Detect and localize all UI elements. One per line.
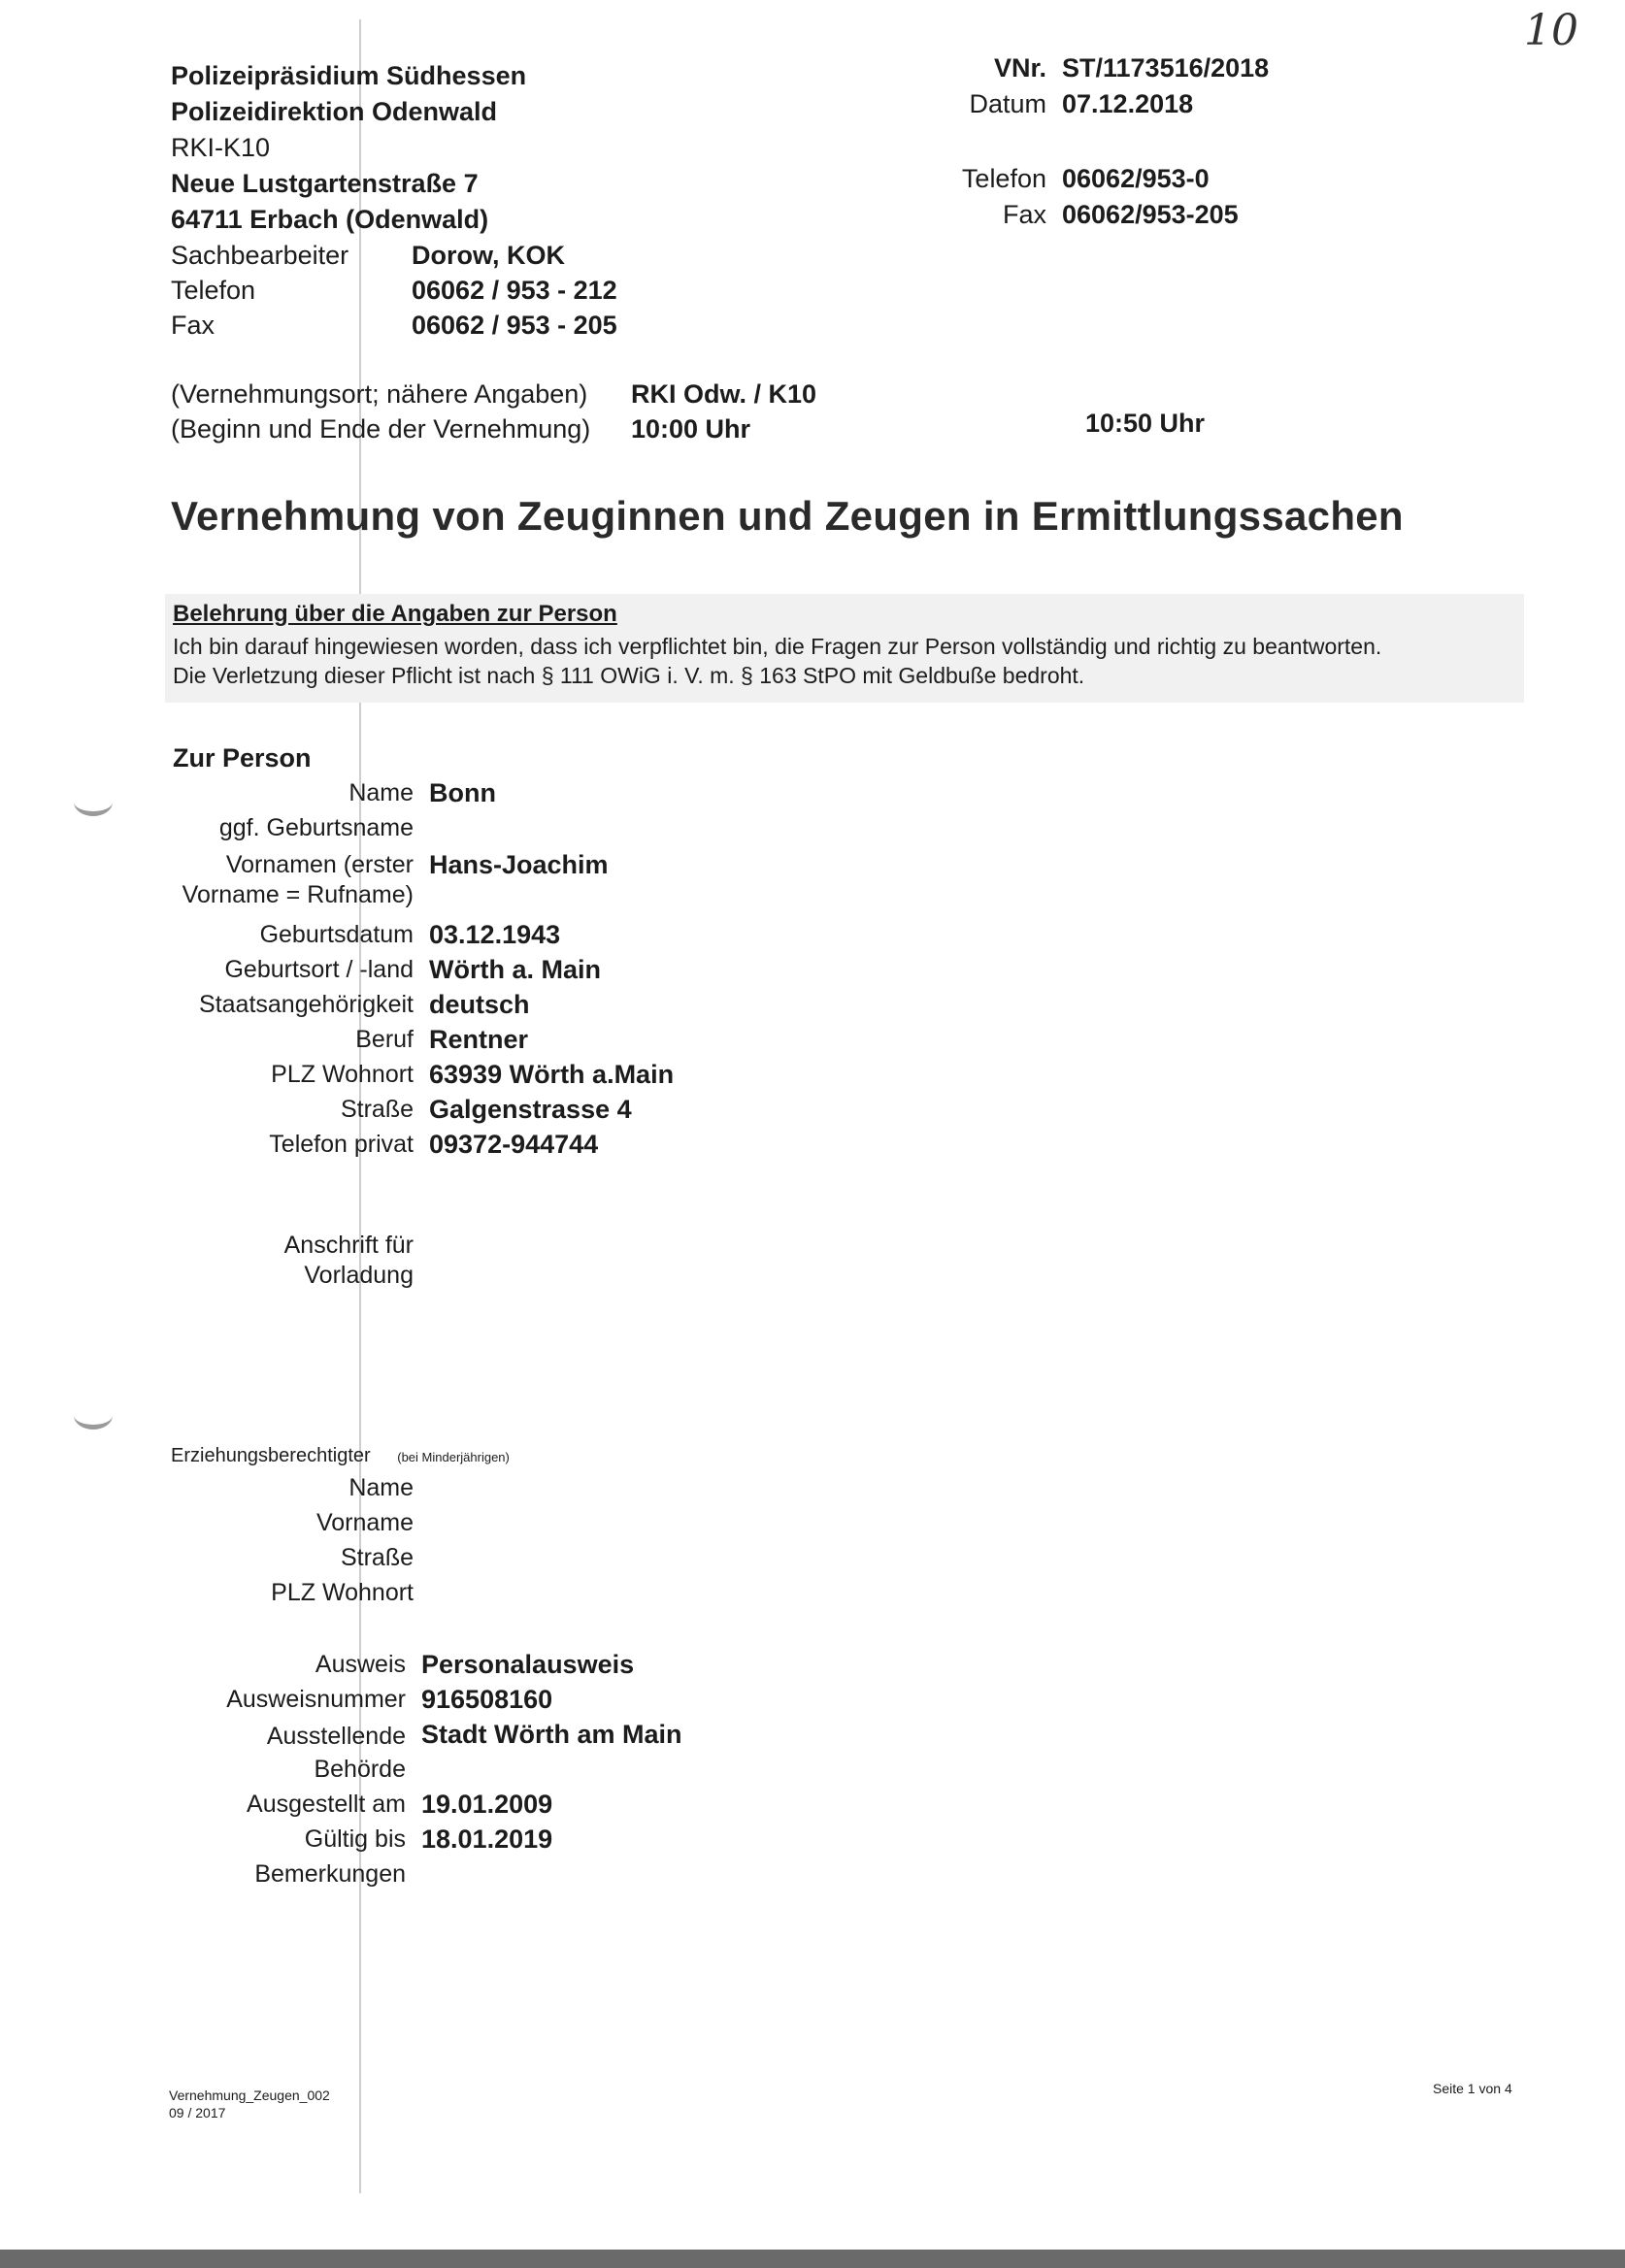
- case-info-block: [903, 50, 1310, 233]
- vornamen-row: [126, 846, 1291, 920]
- ausgestellt-row: [118, 1790, 1283, 1824]
- contact-label: Fax: [171, 311, 216, 340]
- bemerkungen-row: [118, 1859, 1283, 1894]
- vornamen-label: Vornamen (erster Vorname = Rufname): [182, 851, 414, 908]
- datum-row: [903, 86, 1310, 122]
- geburtsdatum-label: Geburtsdatum: [259, 921, 414, 948]
- behoerde-value: Stadt Wörth am Main: [421, 1720, 682, 1749]
- bemerkungen-label: Bemerkungen: [254, 1860, 406, 1888]
- guardian-strasse-label: Straße: [340, 1544, 414, 1571]
- behoerde-row: [118, 1720, 1283, 1790]
- punch-hole-mark: [74, 1401, 113, 1430]
- ausgestellt-value: 19.01.2009: [421, 1790, 553, 1819]
- name-row: [126, 778, 1291, 813]
- person-fields: [126, 778, 1291, 1165]
- contact-label: Telefon: [171, 276, 256, 305]
- start-time: 10:00 Uhr: [631, 414, 751, 444]
- anschrift-row: [126, 1231, 1291, 1291]
- guardian-fields: [126, 1473, 1291, 1613]
- ausweis-label: Ausweis: [315, 1651, 406, 1678]
- document-title: Vernehmung von Zeuginnen und Zeugen in Ermittlungssachen: [171, 493, 1404, 539]
- plz-value: 63939 Wörth a.Main: [429, 1060, 675, 1089]
- sender-block: [171, 58, 617, 343]
- guardian-strasse-row: [126, 1543, 1291, 1578]
- telefon-row: [903, 161, 1310, 197]
- datum-value: 07.12.2018: [1062, 89, 1194, 118]
- belehrung-text: [173, 632, 1381, 690]
- end-time: 10:50 Uhr: [1085, 409, 1206, 438]
- nummer-row: [118, 1685, 1283, 1720]
- name-label: Name: [348, 779, 414, 806]
- plz-label: PLZ Wohnort: [271, 1061, 414, 1088]
- strasse-value: Galgenstrasse 4: [429, 1095, 632, 1124]
- ausgestellt-label: Ausgestellt am: [247, 1791, 406, 1818]
- interrogation-block: [171, 377, 816, 446]
- agency-line: Neue Lustgartenstraße 7: [171, 169, 479, 198]
- telefon-value: 06062/953-0: [1062, 164, 1210, 193]
- datum-label: Datum: [969, 89, 1046, 118]
- page-indicator: Seite 1 von 4: [1433, 2081, 1512, 2096]
- guardian-name-label: Name: [348, 1474, 414, 1501]
- handwritten-page-number: 10: [1524, 6, 1578, 55]
- place-label: (Vernehmungsort; nähere Angaben): [171, 379, 588, 409]
- agency-line: Polizeidirektion Odenwald: [171, 97, 498, 126]
- time-row: [171, 411, 816, 446]
- guardian-vorname-label: Vorname: [315, 1509, 414, 1536]
- geburtsort-row: [126, 955, 1291, 990]
- birthname-row: [126, 813, 1291, 846]
- place-row: [171, 377, 816, 411]
- gueltig-label: Gültig bis: [304, 1825, 406, 1853]
- telefon-privat-value: 09372-944744: [429, 1130, 599, 1159]
- plz-row: [126, 1060, 1291, 1095]
- staat-value: deutsch: [429, 990, 530, 1019]
- form-footer: [169, 2087, 330, 2121]
- beruf-label: Beruf: [355, 1026, 414, 1053]
- form-date: 09 / 2017: [169, 2105, 226, 2120]
- nummer-value: 916508160: [421, 1685, 553, 1714]
- contact-value: Dorow, KOK: [412, 241, 565, 270]
- agency-line: Polizeipräsidium Südhessen: [171, 61, 527, 90]
- id-fields: [118, 1650, 1283, 1894]
- person-heading: Zur Person: [173, 743, 312, 772]
- guardian-name-row: [126, 1473, 1291, 1508]
- contact-label: Sachbearbeiter: [171, 241, 349, 270]
- geburtsdatum-row: [126, 920, 1291, 955]
- fax-value: 06062/953-205: [1062, 200, 1239, 229]
- contact-row: [171, 308, 617, 343]
- form-id: Vernehmung_Zeugen_002: [169, 2087, 330, 2103]
- gueltig-value: 18.01.2019: [421, 1824, 553, 1854]
- agency-line: 64711 Erbach (Odenwald): [171, 205, 489, 234]
- name-value: Bonn: [429, 778, 496, 807]
- ausweis-value: Personalausweis: [421, 1650, 635, 1679]
- guardian-vorname-row: [126, 1508, 1291, 1543]
- belehrung-line: Die Verletzung dieser Pflicht ist nach § 111 OWiG i. V. m. § 163 StPO mit Geldbuße bedroht.: [173, 663, 1085, 688]
- anschrift-field: [126, 1231, 1291, 1291]
- anschrift-label: Anschrift für Vorladung: [283, 1232, 414, 1289]
- guardian-plz-label: PLZ Wohnort: [271, 1579, 414, 1606]
- strasse-label: Straße: [340, 1096, 414, 1123]
- contact-value: 06062 / 953 - 212: [412, 276, 617, 305]
- punch-hole-mark: [74, 788, 113, 816]
- vnr-label: VNr.: [993, 53, 1046, 82]
- guardian-heading: Erziehungsberechtigter (bei Minderjährigen): [171, 1445, 510, 1466]
- contact-row: [171, 273, 617, 308]
- birthname-label: ggf. Geburtsname: [218, 814, 414, 841]
- beruf-row: [126, 1025, 1291, 1060]
- place-value: RKI Odw. / K10: [631, 379, 817, 409]
- staat-label: Staatsangehörigkeit: [199, 991, 414, 1018]
- telefon-privat-label: Telefon privat: [269, 1131, 414, 1158]
- telefon-label: Telefon: [961, 164, 1046, 193]
- scan-edge: [0, 2250, 1625, 2268]
- ausweis-row: [118, 1650, 1283, 1685]
- vnr-value: ST/1173516/2018: [1062, 53, 1270, 82]
- belehrung-heading: Belehrung über die Angaben zur Person: [173, 601, 617, 627]
- guardian-plz-row: [126, 1578, 1291, 1613]
- geburtsort-label: Geburtsort / -land: [224, 956, 414, 983]
- belehrung-line: Ich bin darauf hingewiesen worden, dass ich verpflichtet bin, die Fragen zur Person vollständig und richtig zu beantworten.: [173, 634, 1382, 659]
- fax-row: [903, 197, 1310, 233]
- contact-row: [171, 238, 617, 273]
- vnr-row: [903, 50, 1310, 86]
- telefon-privat-row: [126, 1130, 1291, 1165]
- gueltig-row: [118, 1824, 1283, 1859]
- fax-label: Fax: [1002, 200, 1046, 229]
- contact-value: 06062 / 953 - 205: [412, 311, 617, 340]
- staat-row: [126, 990, 1291, 1025]
- behoerde-label: Ausstellende Behörde: [266, 1723, 406, 1783]
- geburtsdatum-value: 03.12.1943: [429, 920, 561, 949]
- geburtsort-value: Wörth a. Main: [429, 955, 601, 984]
- time-label: (Beginn und Ende der Vernehmung): [171, 414, 591, 444]
- guardian-note: (bei Minderjährigen): [397, 1450, 510, 1464]
- agency-line: RKI-K10: [171, 133, 271, 162]
- strasse-row: [126, 1095, 1291, 1130]
- vornamen-value: Hans-Joachim: [429, 850, 609, 879]
- nummer-label: Ausweisnummer: [226, 1686, 406, 1713]
- beruf-value: Rentner: [429, 1025, 529, 1054]
